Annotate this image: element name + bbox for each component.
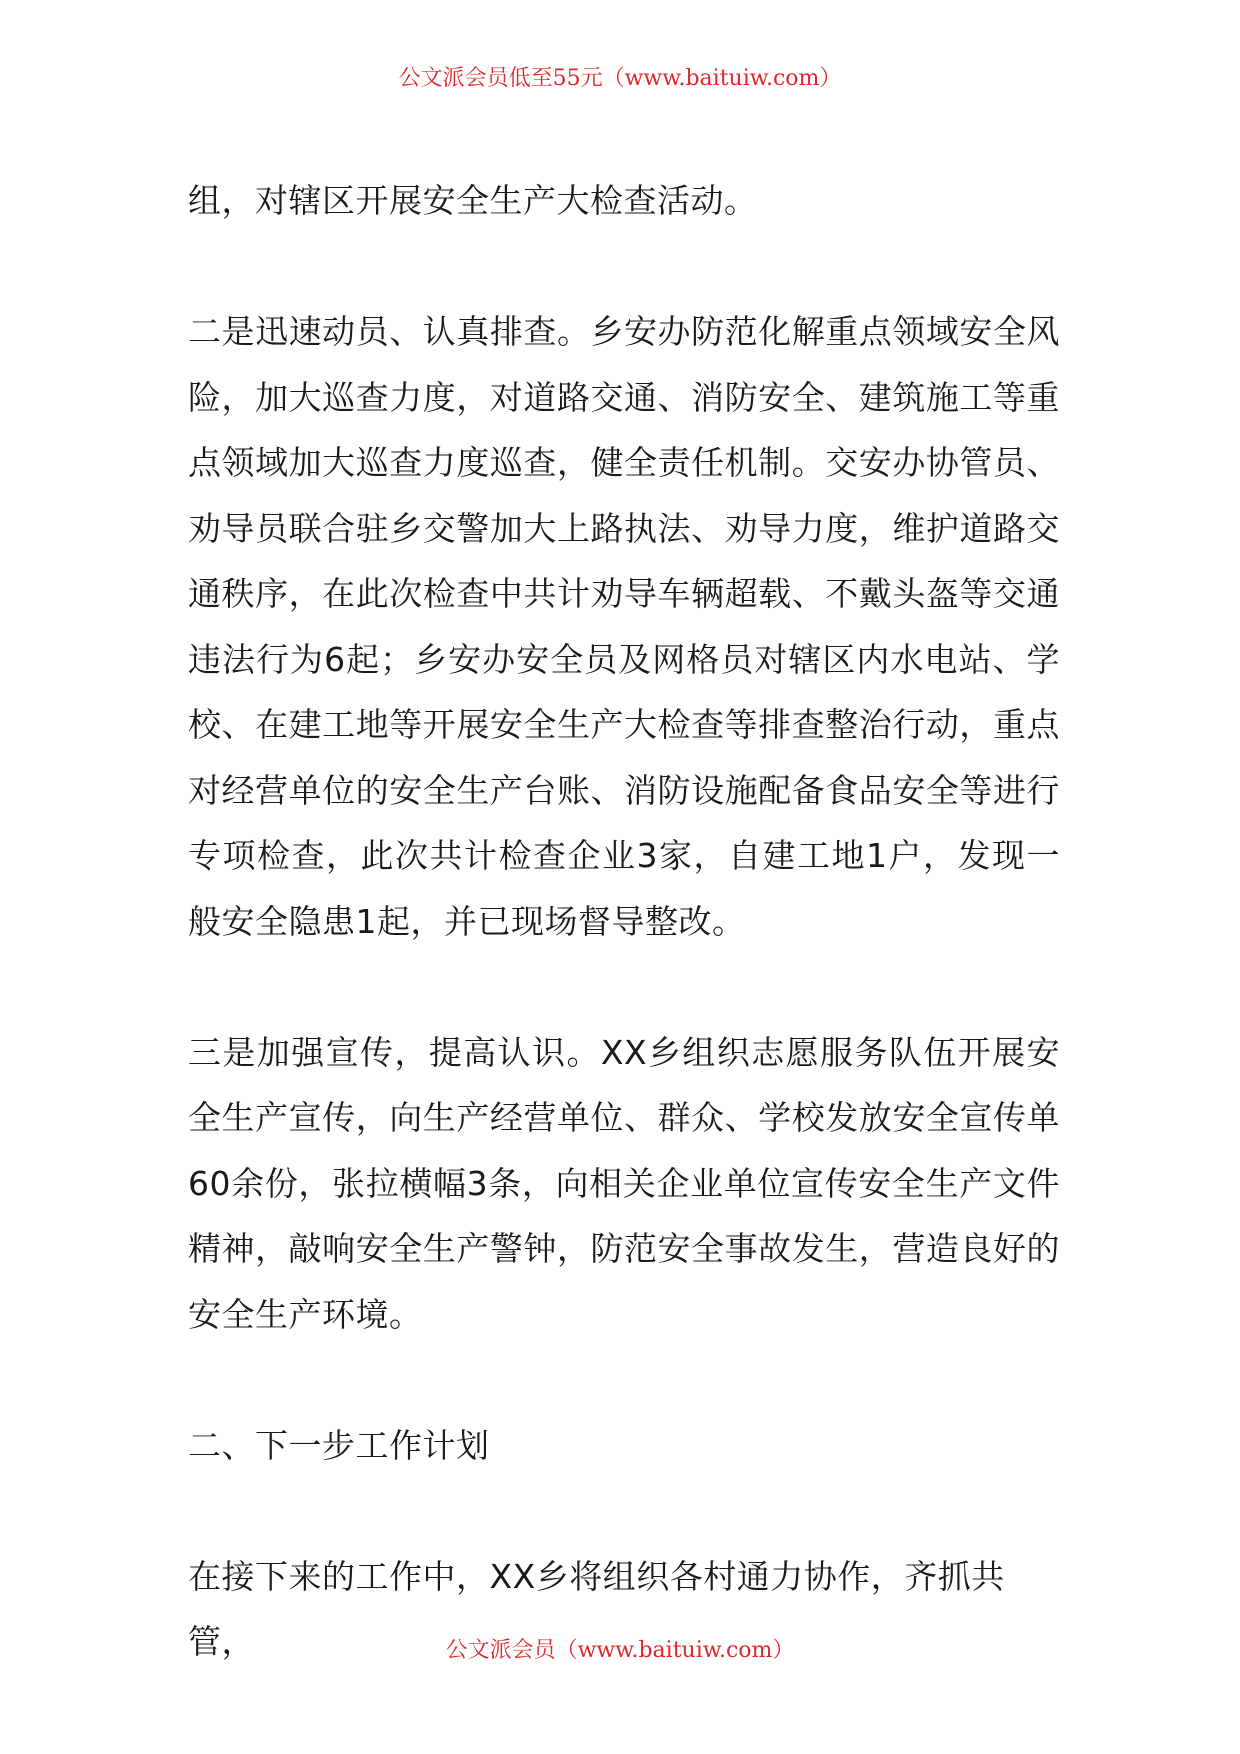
paragraph-next-plan: 在接下来的工作中，XX乡将组织各村通力协作，齐抓共管，	[188, 1556, 1005, 1661]
document-body	[188, 168, 1060, 1675]
header-banner: 公文派会员低至55元（www.baituiw.com）	[398, 66, 842, 91]
paragraph-continuation: 组，对辖区开展安全生产大检查活动。	[188, 181, 758, 220]
footer-banner: 公文派会员（www.baituiw.com）	[445, 1638, 795, 1663]
section-heading-next-plan: 二、下一步工作计划	[188, 1425, 490, 1465]
paragraph-publicity: 三是加强宣传，提高认识。XX乡组织志愿服务队伍开展安全生产宣传，向生产经营单位、群众、学校发放安全宣传单60余份，张拉横幅3条，向相关企业单位宣传安全生产文件精神，敲响安全生产警钟，防范安全事故发生，营造良好的安全生产环境。	[188, 1032, 1060, 1334]
paragraph-investigation: 二是迅速动员、认真排查。乡安办防范化解重点领域安全风险，加大巡查力度，对道路交通、消防安全、建筑施工等重点领域加大巡查力度巡查，健全责任机制。交安办协管员、劝导员联合驻乡交警加大上路执法、劝导力度，维护道路交通秩序，在此次检查中共计劝导车辆超载、不戴头盔等交通违法行为6起；乡安办安全员及网格员对辖区内水电站、学校、在建工地等开展安全生产大检查等排查整治行动，重点对经营单位的安全生产台账、消防设施配备食品安全等进行专项检查，此次共计检查企业3家，自建工地1户，发现一般安全隐患1起，并已现场督导整改。	[188, 312, 1060, 941]
